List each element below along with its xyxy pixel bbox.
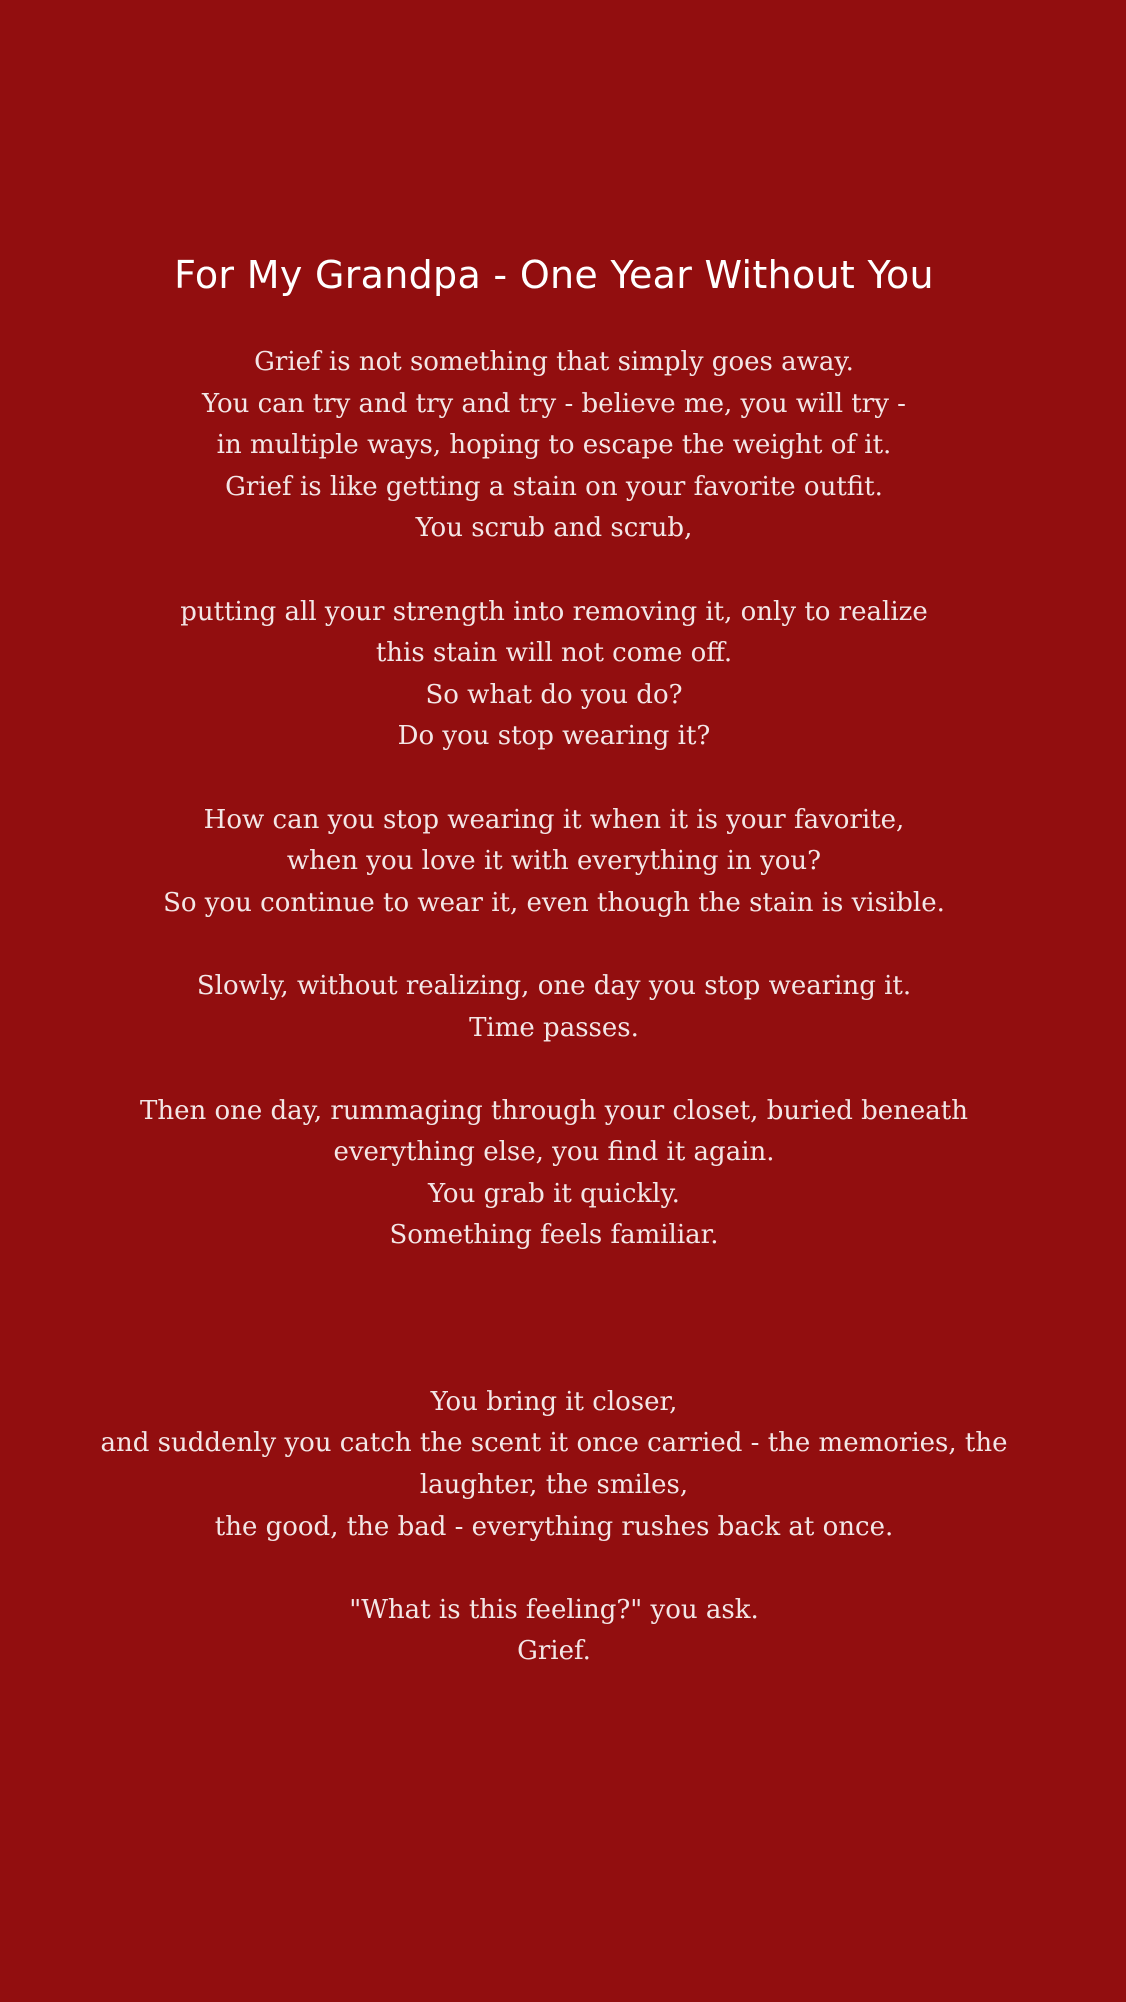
poem-line: everything else, you find it again. [333,1137,775,1168]
stanza-break [0,924,1108,966]
poem-line: You scrub and scrub, [415,513,693,544]
poem-line: Time passes. [469,1012,639,1043]
stanza-break [0,1257,1108,1382]
poem-line: in multiple ways, hoping to escape the weight of it. [216,430,892,461]
stanza-break [0,758,1108,800]
poem-line: Grief. [517,1636,591,1667]
stanza [0,592,1108,758]
stanza [0,1091,1108,1257]
stanza-break [0,1049,1108,1091]
stanza [0,1382,1108,1548]
poem-line: Then one day, rummaging through your closet, buried beneath [139,1095,968,1126]
poem-line: the good, the bad - everything rushes back at once. [214,1511,894,1542]
poem-title: For My Grandpa - One Year Without You [174,253,934,297]
poem-line: putting all your strength into removing it, only to realize [180,596,928,627]
stanza [0,800,1108,925]
poem-line: Grief is not something that simply goes away. [254,347,854,377]
poem-line: You can try and try and try - believe me, you will try - [202,388,906,419]
poem-line: Grief is like getting a stain on your favorite outfit. [225,471,883,502]
stanza-break [0,1548,1108,1590]
stanza-break [0,550,1108,592]
poem-line: laughter, the smiles, [419,1470,689,1501]
poem-line: You grab it quickly. [428,1178,680,1209]
poem-line: You bring it closer, [430,1386,678,1417]
poem-line: How can you stop wearing it when it is your favorite, [203,804,905,835]
poem-line: this stain will not come off. [375,638,733,669]
poem-body [0,342,1108,1673]
poem-line: and suddenly you catch the scent it once carried - the memories, the [100,1428,1008,1459]
poem-line: So what do you do? [425,679,683,710]
stanza [0,342,1108,550]
poem-line: when you love it with everything in you? [286,846,822,877]
poem-line: Do you stop wearing it? [397,721,711,752]
poem-line: Slowly, without realizing, one day you stop wearing it. [196,970,912,1001]
stanza [0,966,1108,1049]
stanza [0,1590,1108,1673]
poem-line: So you continue to wear it, even though the stain is visible. [163,887,945,918]
poem-line: "What is this feeling?" you ask. [349,1594,759,1625]
poem-line: Something feels familiar. [389,1220,719,1251]
